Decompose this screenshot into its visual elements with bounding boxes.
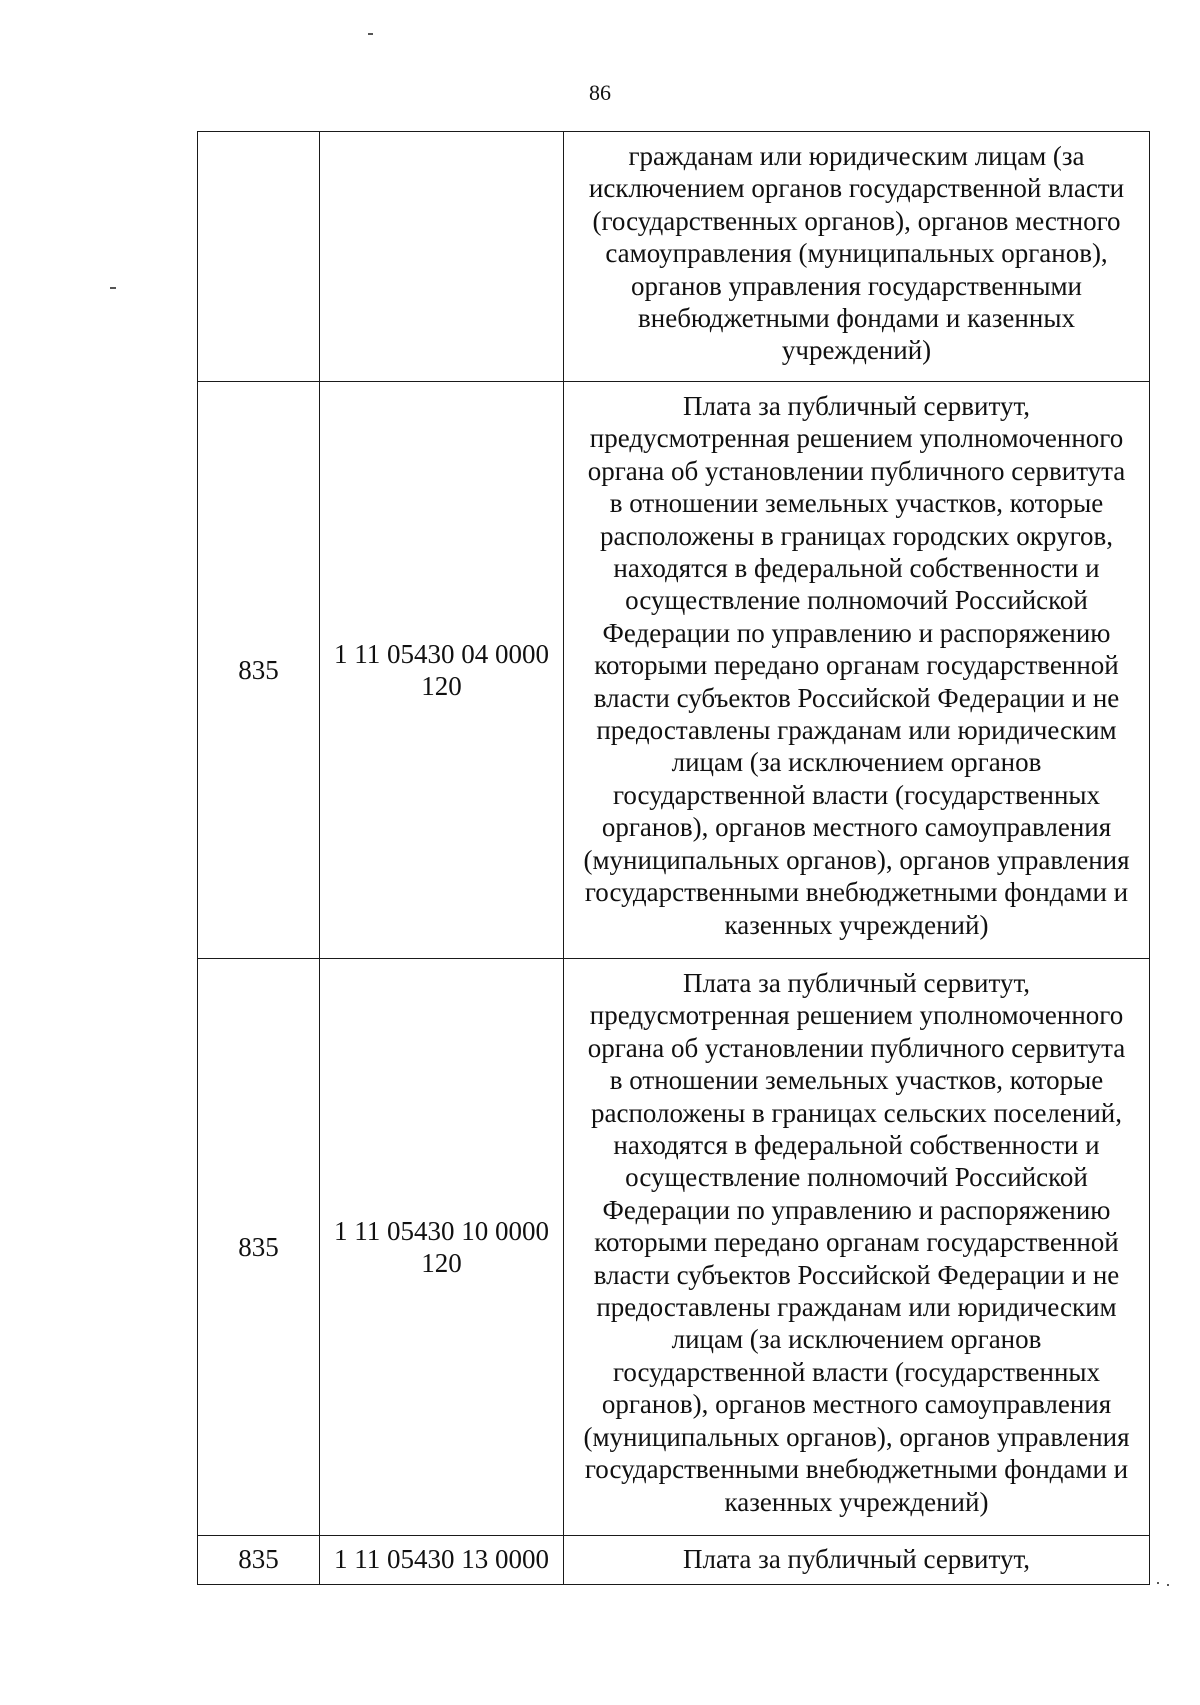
- kbk-code-cell: [320, 959, 564, 1536]
- scan-speck: [368, 33, 373, 35]
- description-line: органов), органов местного самоуправления: [601, 812, 1112, 843]
- description-line: казенных учреждений): [724, 909, 989, 940]
- description-line: лицам (за исключением органов: [671, 747, 1042, 778]
- description-cell: [564, 1536, 1150, 1585]
- description-line: Федерации по управлению и распоряжению: [602, 1194, 1111, 1225]
- kbk-code-cell: [320, 1536, 564, 1585]
- description-line: Федерации по управлению и распоряжению: [602, 617, 1111, 648]
- admin-code-cell: 835: [198, 1536, 320, 1585]
- description-line: органа об установлении публичного сервитута: [587, 455, 1126, 486]
- kbk-code-line: 1 11 05430 13 0000: [334, 1544, 549, 1574]
- admin-code-cell: [198, 132, 320, 382]
- description-line: (государственных органов), органов местного: [592, 205, 1121, 236]
- kbk-code-line: 120: [421, 671, 462, 701]
- table-row: [198, 132, 1150, 382]
- description-line: Плата за публичный сервитут,: [683, 968, 1030, 998]
- description-cell: [564, 132, 1150, 382]
- description-line: государственной власти (государственных: [612, 1356, 1101, 1387]
- table-row: [198, 959, 1150, 1536]
- description-line: власти субъектов Российской Федерации и не: [593, 1259, 1120, 1290]
- description-cell: [564, 959, 1150, 1536]
- description-line: исключением органов государственной власти: [588, 173, 1125, 204]
- description-line: расположены в границах сельских поселений,: [591, 1097, 1122, 1128]
- scan-speck: [110, 287, 116, 289]
- description-line: органов управления государственными: [630, 270, 1082, 301]
- description-cell: [564, 382, 1150, 959]
- description-line: предусмотренная решением уполномоченного: [589, 1000, 1124, 1031]
- description-line: государственными внебюджетными фондами и: [584, 1454, 1129, 1485]
- description-line: осуществление полномочий Российской: [625, 1162, 1088, 1193]
- description-line: казенных учреждений): [724, 1486, 989, 1517]
- table-row: [198, 1536, 1150, 1585]
- description-line: (муниципальных органов), органов управления: [583, 1421, 1130, 1452]
- revenue-codes-table: [197, 131, 1150, 1585]
- description-line: в отношении земельных участков, которые: [609, 488, 1104, 519]
- description-line: государственными внебюджетными фондами и: [584, 877, 1129, 908]
- page-number: 86: [589, 80, 611, 105]
- description-line: государственной власти (государственных: [612, 779, 1101, 810]
- description-line: самоуправления (муниципальных органов),: [605, 238, 1108, 269]
- description-line: которыми передано органам государственной: [594, 1227, 1119, 1258]
- description-line: органов), органов местного самоуправления: [601, 1389, 1112, 1420]
- description-line: лицам (за исключением органов: [671, 1324, 1042, 1355]
- description-line: которыми передано органам государственной: [594, 650, 1119, 681]
- description-line: осуществление полномочий Российской: [625, 585, 1088, 616]
- description-line: предусмотренная решением уполномоченного: [589, 423, 1124, 454]
- scan-speck: [1157, 1582, 1159, 1584]
- kbk-code-cell: [320, 382, 564, 959]
- admin-code-cell: 835: [198, 382, 320, 959]
- description-line: находятся в федеральной собственности и: [613, 553, 1100, 584]
- description-line: предоставлены гражданам или юридическим: [596, 1292, 1117, 1323]
- description-line: предоставлены гражданам или юридическим: [596, 715, 1117, 746]
- description-line: власти субъектов Российской Федерации и не: [593, 682, 1120, 713]
- description-line: учреждений): [781, 335, 932, 366]
- description-line: (муниципальных органов), органов управления: [583, 844, 1130, 875]
- kbk-code-line: 1 11 05430 04 0000: [334, 639, 549, 669]
- description-line: находятся в федеральной собственности и: [613, 1130, 1100, 1161]
- description-line: гражданам или юридическим лицам (за: [628, 141, 1085, 171]
- admin-code-cell: 835: [198, 959, 320, 1536]
- table-row: [198, 382, 1150, 959]
- kbk-code-line: 1 11 05430 10 0000: [334, 1216, 549, 1246]
- description-line: Плата за публичный сервитут,: [683, 1544, 1030, 1574]
- scan-speck: [1167, 1584, 1169, 1586]
- description-line: внебюджетными фондами и казенных: [638, 303, 1075, 334]
- kbk-code-line: 120: [421, 1248, 462, 1278]
- description-line: в отношении земельных участков, которые: [609, 1065, 1104, 1096]
- kbk-code-cell: [320, 132, 564, 382]
- description-line: органа об установлении публичного сервитута: [587, 1032, 1126, 1063]
- description-line: Плата за публичный сервитут,: [683, 391, 1030, 421]
- description-line: расположены в границах городских округов,: [600, 520, 1113, 551]
